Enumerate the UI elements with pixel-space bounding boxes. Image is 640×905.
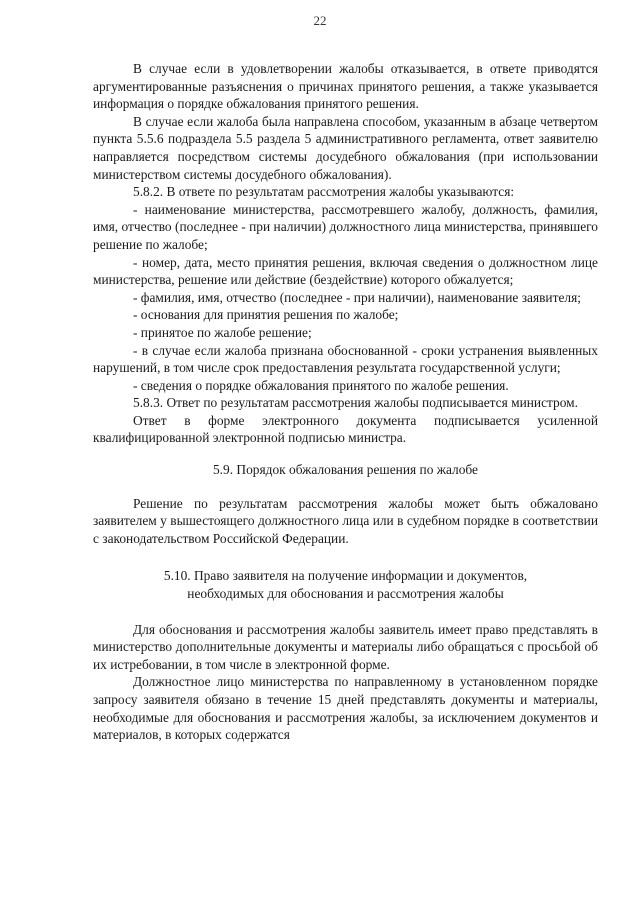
paragraph: В случае если в удовлетворении жалобы отказывается, в ответе приводятся аргументированные разъяснения о причинах принятого решения, а также указывается информация о порядке обжалования принятого решения. (93, 61, 598, 112)
paragraph: 5.8.2. В ответе по результатам рассмотрения жалобы указываются: (133, 184, 515, 200)
paragraph: В случае если жалоба была направлена способом, указанным в абзаце четвертом пункта 5.5.6 подраздела 5.5 раздела 5 административного регламента, ответ заявителю направляется посредством системы досудебного обжалования (при использовании министерством системы досудебного обжалования). (93, 113, 598, 182)
section-heading-line: необходимых для обоснования и рассмотрения жалобы (187, 586, 504, 602)
list-item: - сведения о порядке обжалования принятого по жалобе решения. (133, 377, 509, 393)
page-number: 22 (313, 13, 327, 28)
section-heading: 5.9. Порядок обжалования решения по жалобе (212, 462, 479, 478)
paragraph: Ответ в форме электронного документа подписывается усиленной квалифицированной электронной подписью министра. (93, 412, 598, 446)
document-body (93, 60, 598, 744)
list-item: - принятое по жалобе решение; (133, 324, 312, 340)
paragraph: Решение по результатам рассмотрения жалобы может быть обжаловано заявителем у вышестоящего должностного лица или в судебном порядке в соответствии с законодательством Российской Федерации. (93, 495, 598, 546)
list-item: - наименование министерства, рассмотревшего жалобу, должность, фамилия, имя, отчество (последнее - при наличии) должностного лица министерства, принявшего решение по жалобе; (93, 201, 598, 252)
paragraph: 5.8.3. Ответ по результатам рассмотрения жалобы подписывается министром. (133, 395, 578, 411)
section-heading-line: 5.10. Право заявителя на получение информации и документов, (163, 568, 528, 584)
list-item: - в случае если жалоба признана обоснованной - сроки устранения выявленных нарушений, в том числе срок предоставления результата государственной услуги; (93, 342, 598, 376)
list-item: - номер, дата, место принятия решения, включая сведения о должностном лице министерства, решение или действие (бездействие) которого обжалуется; (93, 254, 598, 288)
list-item: - фамилия, имя, отчество (последнее - при наличии), наименование заявителя; (133, 289, 581, 305)
list-item: - основания для принятия решения по жалобе; (133, 307, 399, 323)
paragraph: Для обоснования и рассмотрения жалобы заявитель имеет право представлять в министерство дополнительные документы и материалы либо обращаться с просьбой об их истребовании, в том числе в электронной форме. (93, 621, 598, 672)
section-heading (93, 567, 598, 602)
paragraph: Должностное лицо министерства по направленному в установленном порядке запросу заявителя обязано в течение 15 дней представлять документы и материалы, необходимые для обоснования и рассмотрения жалобы, за исключением документов и материалов, в которых содержатся (93, 674, 598, 743)
